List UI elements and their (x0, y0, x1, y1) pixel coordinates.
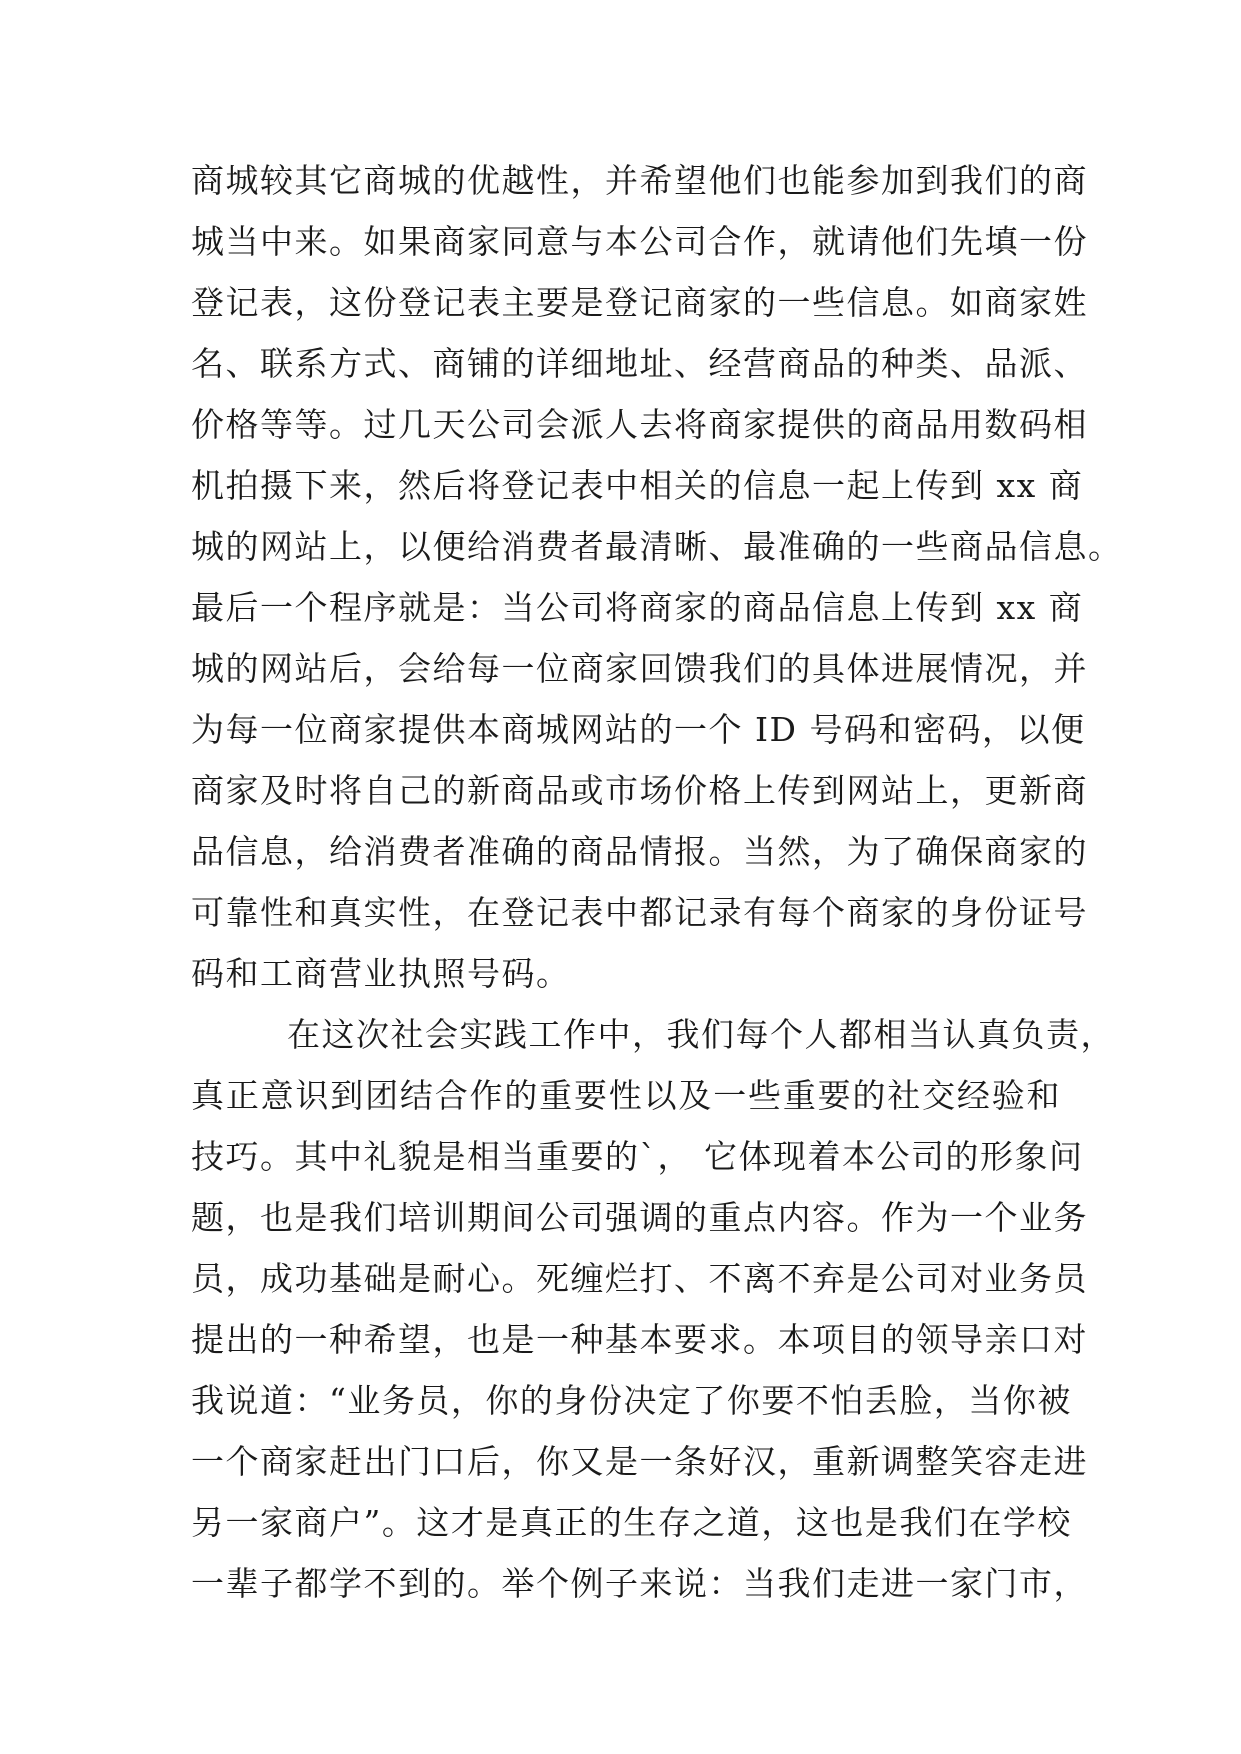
text-line: 题，也是我们培训期间公司强调的重点内容。作为一个业务 (191, 1198, 1088, 1237)
text-line: 技巧。其中礼貌是相当重要的`， 它体现着本公司的形象问 (191, 1137, 1084, 1176)
text-line: 提出的一种希望，也是一种基本要求。本项目的领导亲口对 (191, 1320, 1088, 1359)
text-line: 城的网站后，会给每一位商家回馈我们的具体进展情况，并 (191, 649, 1088, 688)
text-line: 名、联系方式、商铺的详细地址、经营商品的种类、品派、 (191, 344, 1088, 383)
paragraph (191, 150, 1123, 1004)
document-body (191, 150, 1123, 1614)
text-line: 真正意识到团结合作的重要性以及一些重要的社交经验和 (191, 1076, 1061, 1115)
text-line: 我说道：“业务员，你的身份决定了你要不怕丢脸，当你被 (191, 1381, 1072, 1420)
text-line: 码和工商营业执照号码。 (191, 954, 571, 993)
text-line: 另一家商户”。这才是真正的生存之道，这也是我们在学校 (191, 1503, 1072, 1542)
text-line: 商城较其它商城的优越性，并希望他们也能参加到我们的商 (191, 161, 1088, 200)
text-line: 最后一个程序就是：当公司将商家的商品信息上传到 xx 商 (191, 588, 1084, 627)
text-line: 一辈子都学不到的。举个例子来说：当我们走进一家门市， (191, 1564, 1088, 1603)
text-line: 为每一位商家提供本商城网站的一个 ID 号码和密码，以便 (191, 710, 1086, 749)
text-line: 商家及时将自己的新商品或市场价格上传到网站上，更新商 (191, 771, 1088, 810)
text-line: 机拍摄下来，然后将登记表中相关的信息一起上传到 xx 商 (191, 466, 1084, 505)
text-line: 城的网站上，以便给消费者最清晰、最准确的一些商品信息。 (191, 527, 1123, 566)
text-line: 登记表，这份登记表主要是登记商家的一些信息。如商家姓 (191, 283, 1088, 322)
paragraph (191, 1004, 1115, 1614)
text-line: 一个商家赶出门口后，你又是一条好汉，重新调整笑容走进 (191, 1442, 1088, 1481)
text-line: 城当中来。如果商家同意与本公司合作，就请他们先填一份 (191, 222, 1088, 261)
text-line: 品信息，给消费者准确的商品情报。当然，为了确保商家的 (191, 832, 1088, 871)
text-line: 在这次社会实践工作中，我们每个人都相当认真负责， (287, 1015, 1115, 1054)
text-line: 可靠性和真实性，在登记表中都记录有每个商家的身份证号 (191, 893, 1088, 932)
text-line: 员，成功基础是耐心。死缠烂打、不离不弃是公司对业务员 (191, 1259, 1088, 1298)
text-line: 价格等等。过几天公司会派人去将商家提供的商品用数码相 (191, 405, 1088, 444)
